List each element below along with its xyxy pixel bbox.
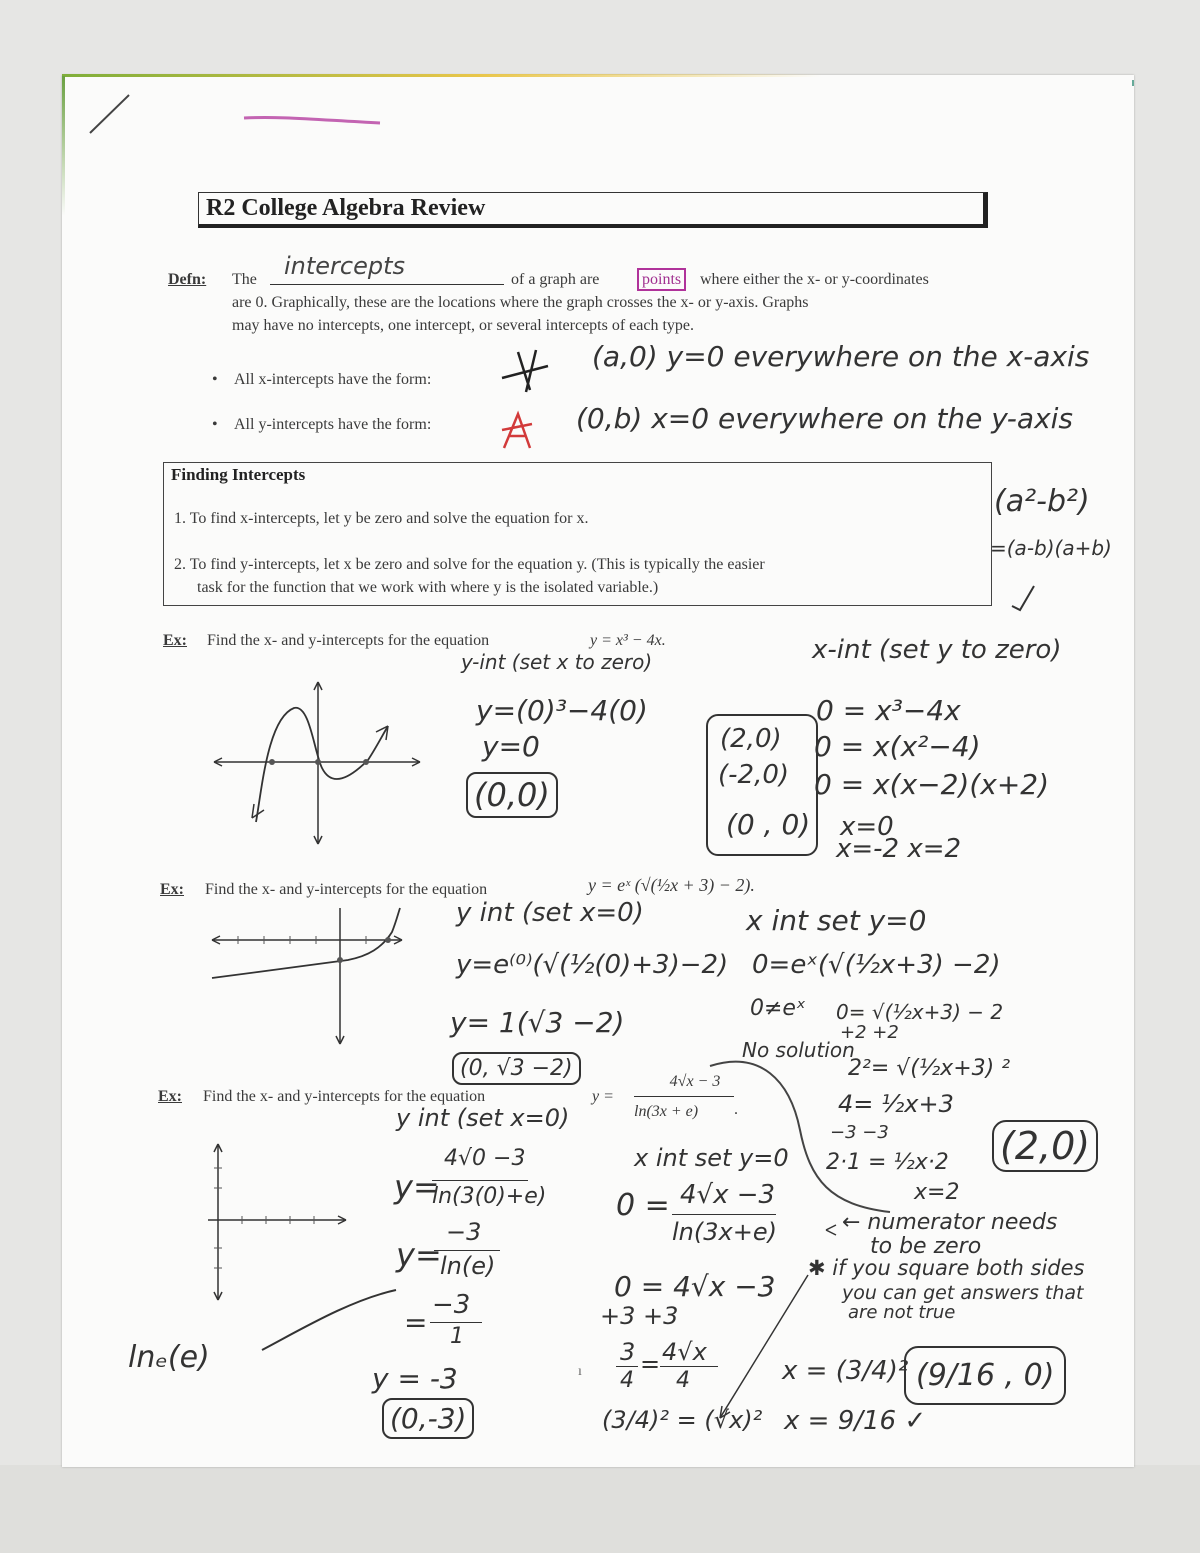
example3-yint-num2: −3 xyxy=(446,1218,482,1246)
example3-yint-final: y = -3 xyxy=(372,1362,458,1395)
example3-xint-x1: x = (3/4)² xyxy=(782,1356,909,1386)
example2-label: Ex: xyxy=(160,881,184,898)
example1-point-2: (-2,0) xyxy=(718,760,790,790)
side-note-difference-of-squares: (a²-b²) xyxy=(994,484,1090,519)
example3-yint-num3: −3 xyxy=(432,1290,471,1320)
example3-xint-frac-num: 3 xyxy=(620,1338,636,1366)
example3-yint-num1: 4√0 −3 xyxy=(444,1146,526,1171)
note-numerator-2: to be zero xyxy=(870,1234,982,1259)
page-title: R2 College Algebra Review xyxy=(206,195,486,221)
definition-the: The xyxy=(232,271,257,288)
example3-yint-eq3: = xyxy=(404,1306,428,1339)
example2-xint-step6: 4= ½x+3 xyxy=(838,1090,954,1118)
example2-xint-step1: 0=eˣ(√(½x+3) −2) xyxy=(752,950,1001,980)
finding-intercepts-title: Finding Intercepts xyxy=(171,465,306,484)
definition-line3: may have no intercepts, one intercept, or several intercepts of each type. xyxy=(232,317,695,334)
bullet-y-intercept: • All y-intercepts have the form: xyxy=(234,413,431,436)
example1-yint-step2: y=0 xyxy=(482,730,540,763)
example3-xint-answer: (9/16 , 0) xyxy=(904,1346,1066,1405)
example2-xint-step2: 0≠eˣ xyxy=(750,996,806,1021)
example1-yint-heading: y-int (set x to zero) xyxy=(461,650,653,674)
points-word: points xyxy=(637,268,686,291)
example3-yint-den2: ln(e) xyxy=(440,1252,496,1280)
example3-equation-denominator: ln(3x + e) xyxy=(634,1103,699,1120)
note-square-3: are not true xyxy=(848,1302,956,1323)
example3-xint-frac-bar xyxy=(616,1366,638,1367)
example3-yint-bar3 xyxy=(430,1322,482,1323)
example3-yint-bar1 xyxy=(432,1180,528,1181)
example2-xint-no-solution: No solution xyxy=(742,1038,855,1062)
example2-xint-step3: 0= √(½x+3) − 2 xyxy=(836,1000,1004,1024)
y-intercept-form-answer: (0,b) x=0 everywhere on the y-axis xyxy=(576,402,1073,435)
example1-equation: y = x³ − 4x. xyxy=(590,632,666,649)
example3-yint-den1: ln(3(0)+e) xyxy=(432,1184,547,1209)
definition-mid: of a graph are xyxy=(511,271,600,288)
example3-prompt: Find the x- and y-intercepts for the equation xyxy=(203,1088,486,1105)
example3-xint-heading: x int set y=0 xyxy=(634,1144,789,1172)
example1-label: Ex: xyxy=(163,632,187,649)
definition-line1-end: where either the x- or y-coordinates xyxy=(700,271,929,288)
example1-prompt: Find the x- and y-intercepts for the equation xyxy=(207,632,490,649)
example1-yint-answer: (0,0) xyxy=(466,772,558,818)
example2-xint-step7: −3 −3 xyxy=(830,1122,889,1143)
example2-equation: y = eˣ (√(½x + 3) − 2). xyxy=(588,875,755,895)
example3-equation-period: . xyxy=(734,1101,738,1118)
example1-point-3: (0 , 0) xyxy=(726,808,811,841)
example3-xint-frac-rhs-den: 4 xyxy=(676,1368,690,1393)
example2-yint-heading: y int (set x=0) xyxy=(456,898,644,928)
example3-xint-bar xyxy=(672,1214,776,1215)
example3-xint-zero: 0 = xyxy=(616,1188,670,1223)
example3-xint-step1: 0 = 4√x −3 xyxy=(614,1270,776,1303)
example2-xint-heading: x int set y=0 xyxy=(746,904,927,937)
note-square-1: ✱ if you square both sides xyxy=(808,1256,1085,1280)
definition-line2: are 0. Graphically, these are the locations where the graph crosses the x- or y-axis. Graphs xyxy=(232,294,809,311)
example2-xint-answer: (2,0) xyxy=(992,1120,1098,1172)
example2-xint-step5: 2²= √(½x+3) ² xyxy=(848,1056,1011,1081)
example1-point-1: (2,0) xyxy=(720,724,782,754)
example2-xint-step9: x=2 xyxy=(914,1180,960,1205)
finding-step-2-line2: task for the function that we work with where y is the isolated variable.) xyxy=(197,579,659,596)
example3-fraction-bar xyxy=(634,1096,734,1097)
example1-xint-step5: x=-2 x=2 xyxy=(836,834,962,864)
example1-xint-step2: 0 = x(x²−4) xyxy=(814,730,981,763)
example3-equation-lhs: y = xyxy=(592,1088,614,1105)
example3-xint-num: 4√x −3 xyxy=(680,1180,776,1210)
note-square-2: you can get answers that xyxy=(842,1282,1084,1304)
example3-yint-den3: 1 xyxy=(450,1324,464,1349)
example3-equation-numerator: 4√x − 3 xyxy=(669,1073,721,1090)
example3-yint-y2: y= xyxy=(396,1236,442,1274)
example2-yint-step2: y= 1(√3 −2) xyxy=(450,1006,625,1039)
example3-xint-frac-rhs-num: 4√x xyxy=(662,1338,707,1366)
example1-xint-step1: 0 = x³−4x xyxy=(816,694,961,727)
example2-yint-step1: y=e⁽⁰⁾(√(½(0)+3)−2) xyxy=(456,950,729,980)
example3-xint-den: ln(3x+e) xyxy=(672,1218,777,1246)
example2-yint-answer: (0, √3 −2) xyxy=(452,1052,581,1085)
example1-yint-step1: y=(0)³−4(0) xyxy=(476,694,648,727)
example3-xint-frac-eq: = xyxy=(640,1350,661,1378)
example3-ln-note: lnₑ(e) xyxy=(128,1340,210,1375)
example1-xint-step3: 0 = x(x−2)(x+2) xyxy=(814,768,1050,801)
example3-xint-frac-rhs-bar xyxy=(660,1366,718,1367)
example3-xint-step2: +3 +3 xyxy=(600,1302,679,1330)
definition-blank-answer: intercepts xyxy=(284,252,406,280)
page-speck: ı xyxy=(578,1364,582,1379)
example3-yint-heading: y int (set x=0) xyxy=(396,1104,570,1132)
example2-xint-step4: +2 +2 xyxy=(840,1022,899,1043)
example3-xint-x2: x = 9/16 ✓ xyxy=(784,1406,927,1436)
side-note-factored: =(a-b)(a+b) xyxy=(990,536,1112,560)
example2-xint-step8: 2·1 = ½x·2 xyxy=(826,1150,949,1175)
finding-step-1: 1. To find x-intercepts, let y be zero and solve the equation for x. xyxy=(174,510,589,527)
note-numerator-1: ← numerator needs xyxy=(842,1210,1058,1235)
finding-step-2-line1: 2. To find y-intercepts, let x be zero and solve for the equation y. (This is typically the easier xyxy=(174,556,765,573)
example1-xint-heading: x-int (set y to zero) xyxy=(812,635,1062,665)
example3-xint-frac-den: 4 xyxy=(620,1368,634,1393)
bullet-x-intercept: • All x-intercepts have the form: xyxy=(234,368,431,391)
example3-graph xyxy=(206,1138,356,1306)
example3-xint-square: (3/4)² = (√x)² xyxy=(602,1406,763,1434)
x-intercept-form-answer: (a,0) y=0 everywhere on the x-axis xyxy=(592,340,1090,373)
example3-yint-answer: (0,-3) xyxy=(382,1398,474,1439)
definition-label: Defn: xyxy=(168,271,207,288)
example1-xint-step4: x=0 xyxy=(840,812,894,842)
example2-prompt: Find the x- and y-intercepts for the equation xyxy=(205,881,488,898)
example3-label: Ex: xyxy=(158,1088,182,1105)
example3-yint-bar2 xyxy=(434,1250,500,1251)
example3-yint-y1: y= xyxy=(394,1168,440,1206)
